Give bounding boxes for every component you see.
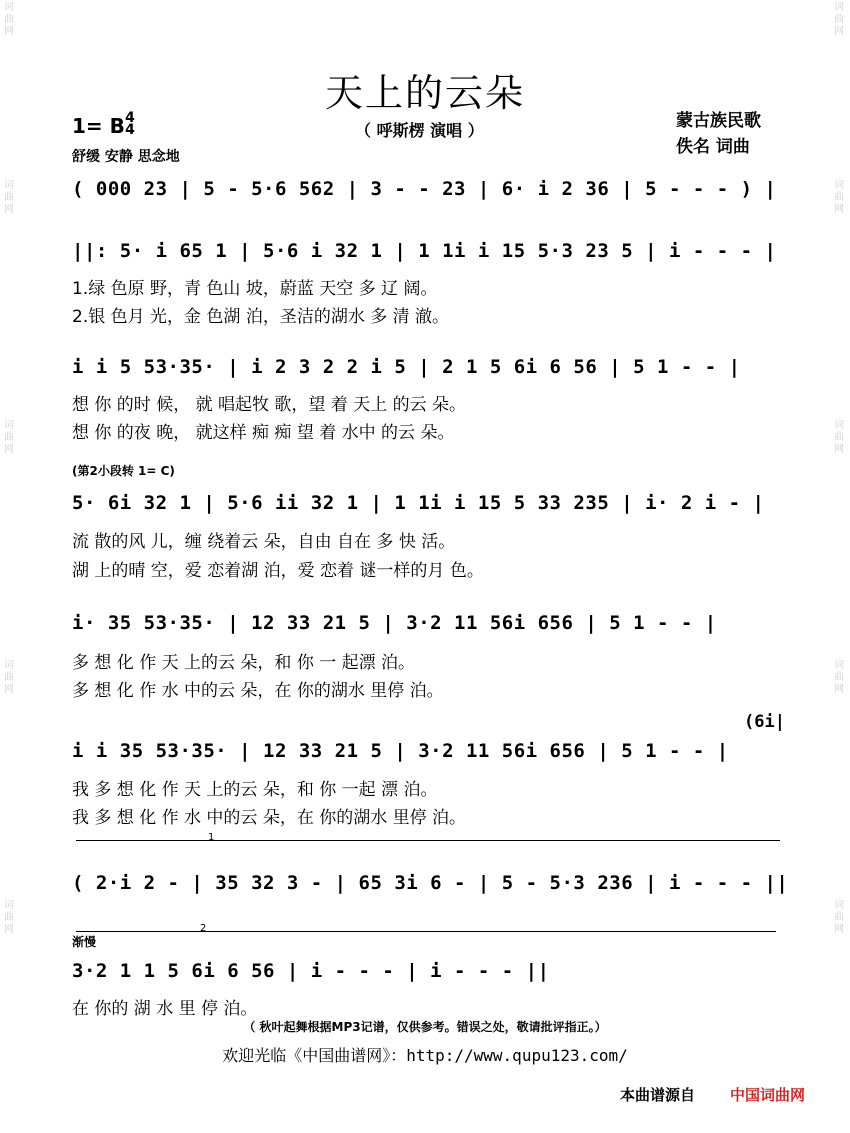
modulation-marking: (第2小段转 1= C) bbox=[72, 464, 175, 478]
line7-lyric: 在 你的 湖 水 里 停 泊。 bbox=[72, 999, 258, 1019]
line1-lyric-verse1: 1.绿 色原 野，青 色山 坡，蔚蓝 天空 多 辽 阔。 bbox=[72, 279, 438, 299]
watermark-right-1: 词曲网 bbox=[834, 2, 844, 37]
tempo-marking: 舒缓 安静 思念地 bbox=[72, 149, 180, 165]
welcome-line: 欢迎光临《中国曲谱网》：http://www.qupu123.com/ bbox=[222, 1046, 628, 1065]
second-ending-bracket bbox=[76, 931, 776, 932]
line5-lyric-verse2: 我 多 想 化 作 水 中的云 朵，在 你的湖水 里停 泊。 bbox=[72, 808, 467, 828]
line1-notes: ||: 5· i 65 1 | 5·6 i 32 1 | 1 1i i 15 5·3 23 5 | i - - - | bbox=[72, 240, 777, 262]
line7-notes: 3·2 1 1 5 6i 6 56 | i - - - | i - - - || bbox=[72, 960, 550, 982]
source-brand-link[interactable]: 中国词曲网 bbox=[730, 1086, 806, 1104]
second-ending-number: 2 bbox=[200, 923, 207, 934]
first-ending-number: 1 bbox=[208, 832, 215, 843]
line3-notes: 5· 6i 32 1 | 5·6 ii 32 1 | 1 1i i 15 5 33 235 | i· 2 i - | bbox=[72, 492, 765, 514]
song-title: 天上的云朵 bbox=[324, 71, 525, 115]
line2-lyric-verse1: 想 你 的时 候， 就 唱起牧 歌，望 着 天上 的云 朵。 bbox=[72, 395, 467, 415]
line5-lyric-verse1: 我 多 想 化 作 天 上的云 朵，和 你 一起 漂 泊。 bbox=[72, 780, 438, 800]
line4-notes: i· 35 53·35· | 12 33 21 5 | 3·2 11 56i 656 | 5 1 - - | bbox=[72, 612, 717, 634]
meter-top: 4 bbox=[125, 110, 135, 126]
slow-marking: 渐慢 bbox=[72, 935, 97, 949]
meter-bottom: 4 bbox=[125, 122, 135, 138]
line4-lyric-verse1: 多 想 化 作 天 上的云 朵，和 你 一 起漂 泊。 bbox=[72, 653, 416, 673]
watermark-left-5: 词曲网 bbox=[4, 900, 14, 935]
line3-lyric-verse1: 流 散的风 儿，缠 绕着云 朵，自由 自在 多 快 活。 bbox=[72, 532, 456, 552]
line3-lyric-verse2: 湖 上的晴 空，爱 恋着湖 泊，爱 恋着 谜一样的月 色。 bbox=[72, 561, 484, 581]
line6-notes: ( 2·i 2 - | 35 32 3 - | 65 3i 6 - | 5 - 5·3 236 | i - - - || bbox=[72, 872, 789, 894]
watermark-left-2: 词曲网 bbox=[4, 180, 14, 215]
source-label: 本曲谱源自 bbox=[620, 1086, 696, 1104]
line5-cue-notes: (6i| bbox=[744, 712, 785, 732]
lyric-music-credit: 佚名 词曲 bbox=[676, 137, 750, 157]
line2-lyric-verse2: 想 你 的夜 晚， 就这样 痴 痴 望 着 水中 的云 朵。 bbox=[72, 423, 455, 443]
origin-credit: 蒙古族民歌 bbox=[676, 111, 761, 131]
watermark-left-3: 词曲网 bbox=[4, 420, 14, 455]
line5-notes: i i 35 53·35· | 12 33 21 5 | 3·2 11 56i 656 | 5 1 - - | bbox=[72, 740, 729, 762]
watermark-right-4: 词曲网 bbox=[834, 660, 844, 695]
transcription-note: （ 秋叶起舞根据MP3记谱，仅供参考。错误之处，敬请批评指正。） bbox=[243, 1020, 607, 1034]
line1-lyric-verse2: 2.银 色月 光，金 色湖 泊，圣洁的湖水 多 清 澈。 bbox=[72, 307, 450, 327]
line2-notes: i i 5 53·35· | i 2 3 2 2 i 5 | 2 1 5 6i 6 56 | 5 1 - - | bbox=[72, 356, 741, 378]
watermark-left-1: 词曲网 bbox=[4, 2, 14, 37]
intro-notes: ( 000 23 | 5 - 5·6 562 | 3 - - 23 | 6· i 2 36 | 5 - - - ) | bbox=[72, 178, 777, 200]
watermark-right-3: 词曲网 bbox=[834, 420, 844, 455]
line4-lyric-verse2: 多 想 化 作 水 中的云 朵，在 你的湖水 里停 泊。 bbox=[72, 681, 444, 701]
watermark-right-2: 词曲网 bbox=[834, 180, 844, 215]
first-ending-bracket bbox=[76, 840, 780, 841]
singer-credit: （ 呼斯楞 演唱 ） bbox=[355, 121, 484, 140]
key-signature: 1= B bbox=[72, 114, 125, 138]
time-signature bbox=[122, 112, 138, 136]
watermark-right-5: 词曲网 bbox=[834, 900, 844, 935]
watermark-left-4: 词曲网 bbox=[4, 660, 14, 695]
